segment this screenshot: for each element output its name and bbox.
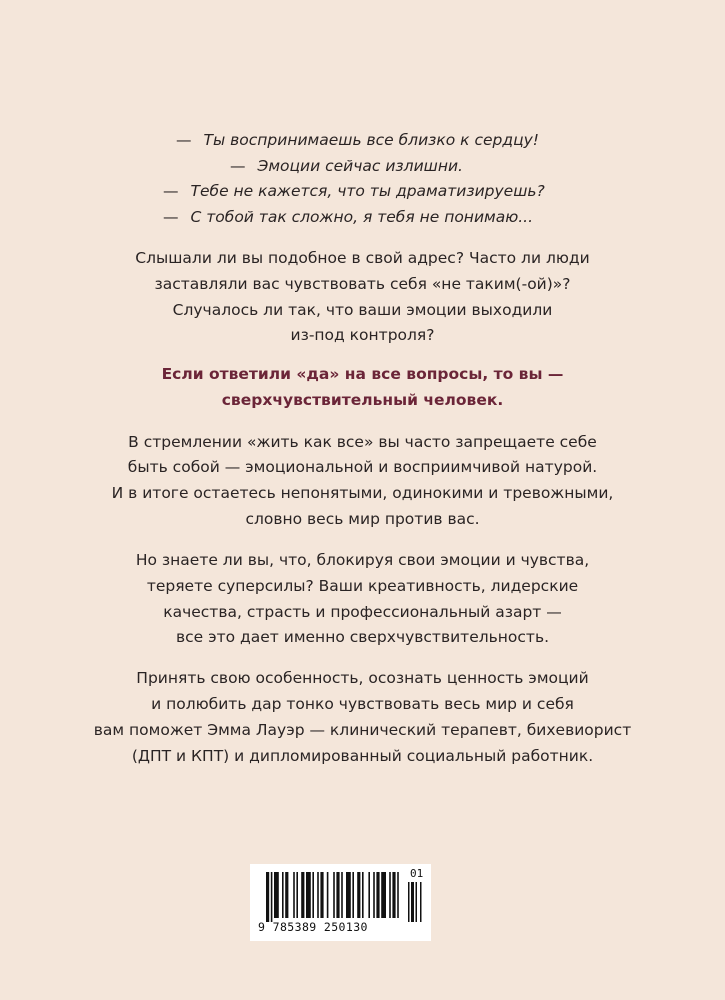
highlight-line: сверхчувствительный человек.: [221, 391, 504, 409]
text-line: качества, страсть и профессиональный азарт —: [163, 603, 562, 621]
text-line: быть собой — эмоциональной и восприимчивой натурой.: [127, 458, 598, 476]
text-line: В стремлении «жить как все» вы часто запрещаете себе: [128, 433, 597, 451]
barcode-bar: [317, 872, 319, 918]
text-line: Случалось ли так, что ваши эмоции выходили: [172, 301, 553, 319]
text-line: Но знаете ли вы, что, блокируя свои эмоции и чувства,: [135, 551, 590, 569]
barcode-bar: [327, 872, 329, 918]
barcode-addon-digits: 01: [410, 867, 424, 880]
text-line: заставляли вас чувствовать себя «не таким(-ой)»?: [154, 275, 571, 293]
barcode-bar: [266, 872, 269, 922]
barcode-bar: [341, 872, 343, 918]
barcode-bar: [282, 872, 284, 918]
barcode-bar: [285, 872, 288, 918]
barcode-digits: 9 785389 250130: [258, 920, 368, 934]
text-line: и полюбить дар тонко чувствовать весь мир и себя: [151, 695, 574, 713]
barcode-addon-bar: [411, 882, 414, 922]
barcode-addon-bar: [408, 882, 410, 922]
text-line: Принять свою особенность, осознать ценность эмоций: [136, 669, 589, 687]
barcode-bar: [301, 872, 304, 918]
barcode-bar: [271, 872, 273, 922]
quote-line: — С тобой так сложно, я тебя не понимаю...: [163, 208, 534, 226]
text-line: все это дает именно сверхчувствительность.: [175, 628, 550, 646]
barcode-bar: [357, 872, 360, 918]
quote-line: — Тебе не кажется, что ты драматизируешь?: [163, 182, 545, 200]
quote-line: — Ты воспринимаешь все близко к сердцу!: [176, 131, 540, 149]
text-line: вам поможет Эмма Лауэр — клинический терапевт, бихевиорист: [93, 721, 632, 739]
barcode-bar: [376, 872, 379, 918]
text-line: Слышали ли вы подобное в свой адрес? Часто ли люди: [135, 249, 590, 267]
barcode-addon-bar: [416, 882, 418, 922]
barcode-bar: [352, 872, 354, 918]
isbn-barcode: [250, 864, 431, 941]
highlight-line: Если ответили «да» на все вопросы, то вы —: [161, 365, 564, 383]
text-line: (ДПТ и КПТ) и дипломированный социальный работник.: [131, 747, 594, 765]
quote-line: — Эмоции сейчас излишни.: [230, 157, 463, 175]
barcode-bar: [362, 872, 364, 918]
barcode-bar: [333, 872, 335, 918]
barcode-bar: [373, 872, 375, 918]
text-line: И в итоге остаетесь непонятыми, одинокими и тревожными,: [111, 484, 614, 502]
barcode-bar: [389, 872, 391, 918]
barcode-bar: [381, 872, 386, 918]
barcode-bar: [306, 872, 311, 918]
barcode-bar: [274, 872, 279, 918]
text-line: словно весь мир против вас.: [245, 510, 480, 528]
barcode-addon-bar: [420, 882, 422, 922]
barcode-bar: [368, 872, 370, 918]
barcode-bar: [346, 872, 351, 918]
barcode-bar: [296, 872, 298, 918]
text-line: из-под контроля?: [290, 326, 435, 344]
barcode-bar: [312, 872, 314, 918]
text-line: теряете суперсилы? Ваши креативность, лидерские: [146, 577, 579, 595]
barcode-bar: [320, 872, 323, 918]
barcode-bar: [293, 872, 295, 918]
barcode-bar: [336, 872, 339, 918]
barcode-bar: [392, 872, 395, 918]
barcode-bar: [397, 872, 399, 918]
